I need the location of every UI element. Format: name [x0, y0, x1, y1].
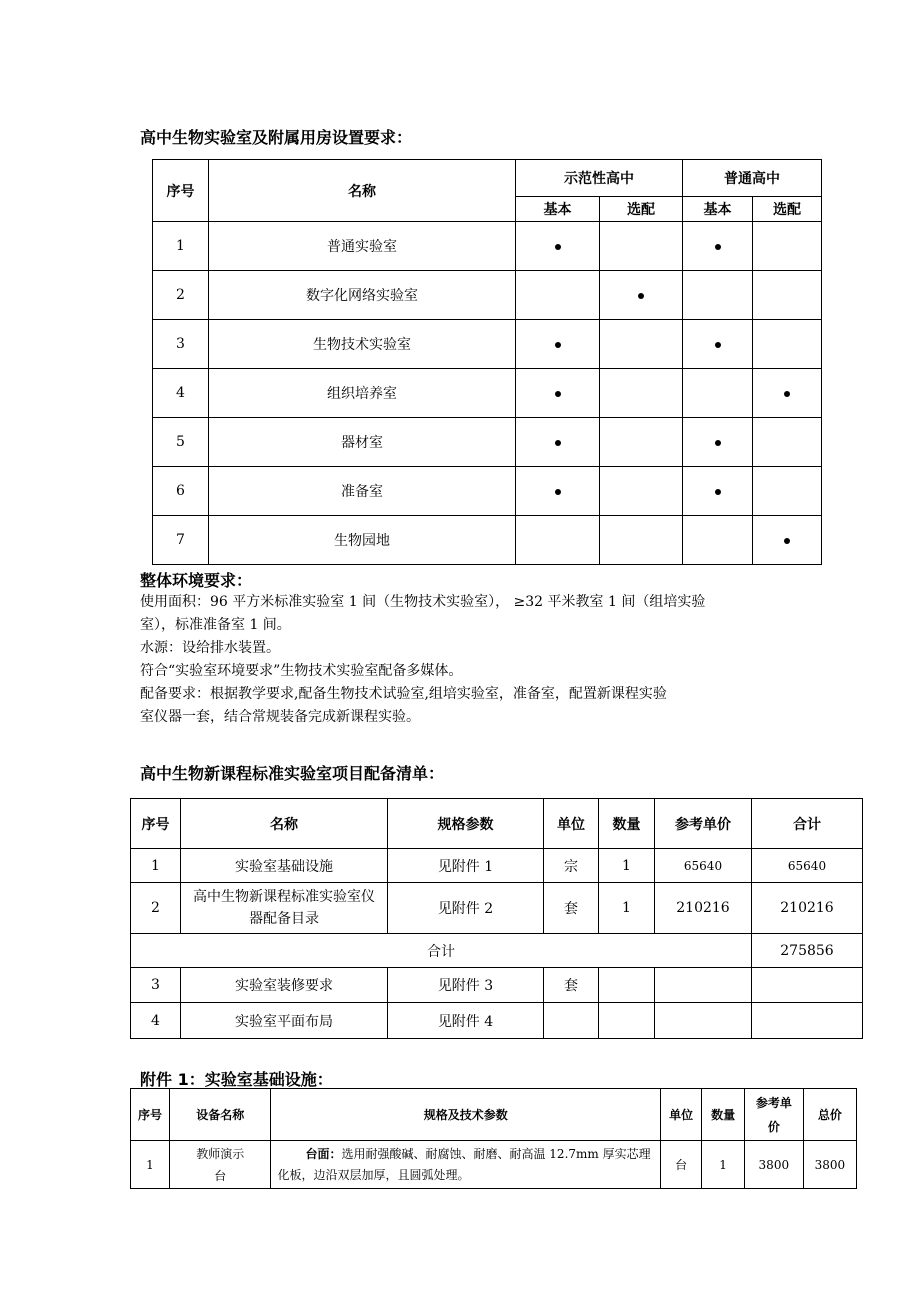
section3-title: 附件 1：实验室基础设施：: [140, 1070, 333, 1089]
bullet-mark-icon: [555, 342, 561, 348]
subtotal-label: 合计: [131, 934, 752, 968]
row-seq: 7: [153, 516, 209, 565]
bullet-mark-icon: [715, 440, 721, 446]
header-optional: 选配: [600, 197, 683, 222]
row-unit: 宗: [544, 849, 599, 883]
mark-cell: [753, 222, 822, 271]
table-row: [153, 222, 822, 271]
table-row: [131, 883, 863, 934]
environment-line: 配备要求：根据教学要求,配备生物技术试验室,组培实验室，准备室，配置新课程实验: [140, 686, 667, 702]
mark-cell: [683, 516, 753, 565]
row-qty: 1: [599, 849, 655, 883]
row-spec: 见附件 2: [388, 883, 544, 934]
row-spec: 见附件 3: [388, 968, 544, 1003]
col-seq: 序号: [131, 1089, 170, 1141]
environment-title: 整体环境要求：: [140, 571, 253, 590]
bullet-mark-icon: [555, 440, 561, 446]
bullet-mark-icon: [784, 538, 790, 544]
row-spec: 见附件 4: [388, 1003, 544, 1039]
equipment-list-table: [130, 798, 863, 1039]
bullet-mark-icon: [555, 489, 561, 495]
row-seq: 2: [153, 271, 209, 320]
section1-title: 高中生物实验室及附属用房设置要求：: [140, 128, 413, 147]
row-price: 65640: [655, 849, 752, 883]
row-seq: 1: [153, 222, 209, 271]
header-seq: 序号: [153, 160, 209, 222]
table-row: [153, 516, 822, 565]
row-spec: 见附件 1: [388, 849, 544, 883]
table-row: [153, 320, 822, 369]
row-total: 65640: [752, 849, 863, 883]
header-optional: 选配: [753, 197, 822, 222]
environment-line: 室仪器一套，结合常规装备完成新课程实验。: [140, 709, 420, 725]
row-total: 3800: [803, 1141, 856, 1189]
row-price: 210216: [655, 883, 752, 934]
row-qty: 1: [599, 883, 655, 934]
header-demo-school: 示范性高中: [516, 160, 683, 197]
row-total: 210216: [752, 883, 863, 934]
bullet-mark-icon: [555, 391, 561, 397]
mark-cell: [516, 369, 600, 418]
table-row: [153, 271, 822, 320]
row-name: 实验室装修要求: [181, 968, 388, 1003]
row-total: [752, 1003, 863, 1039]
subtotal-value: 275856: [752, 934, 863, 968]
col-unit: 单位: [661, 1089, 702, 1141]
mark-cell: [683, 369, 753, 418]
section2-title: 高中生物新课程标准实验室项目配备清单：: [140, 764, 445, 783]
row-device-name: 教师演示台: [169, 1141, 271, 1189]
row-qty: [599, 968, 655, 1003]
row-name: 准备室: [209, 467, 516, 516]
mark-cell: [753, 320, 822, 369]
row-qty: 1: [702, 1141, 744, 1189]
mark-cell: [683, 271, 753, 320]
room-setup-table: [152, 159, 822, 565]
mark-cell: [516, 467, 600, 516]
row-name: 生物技术实验室: [209, 320, 516, 369]
environment-text: [140, 591, 705, 729]
col-seq: 序号: [131, 799, 181, 849]
row-name: 实验室基础设施: [181, 849, 388, 883]
mark-cell: [516, 222, 600, 271]
col-price: 参考单价: [655, 799, 752, 849]
header-basic: 基本: [516, 197, 600, 222]
col-spec: 规格参数: [388, 799, 544, 849]
header-regular-school: 普通高中: [683, 160, 822, 197]
mark-cell: [683, 418, 753, 467]
facilities-table: [130, 1088, 857, 1189]
row-name: 数字化网络实验室: [209, 271, 516, 320]
row-name: 高中生物新课程标准实验室仪器配备目录: [181, 883, 388, 934]
table-row: [131, 968, 863, 1003]
mark-cell: [600, 369, 683, 418]
row-unit: 台: [661, 1141, 702, 1189]
mark-cell: [683, 467, 753, 516]
mark-cell: [753, 369, 822, 418]
row-seq: 2: [131, 883, 181, 934]
environment-line: 使用面积：96 平方米标准实验室 1 间（生物技术实验室）， ≥32 平米教室 1 间（组培实验: [140, 594, 706, 610]
table-row: [131, 1141, 857, 1189]
mark-cell: [753, 467, 822, 516]
environment-line: 水源：设给排水装置。: [140, 640, 280, 656]
mark-cell: [516, 271, 600, 320]
mark-cell: [600, 320, 683, 369]
row-name: 器材室: [209, 418, 516, 467]
mark-cell: [683, 222, 753, 271]
col-total: 合计: [752, 799, 863, 849]
bullet-mark-icon: [638, 293, 644, 299]
table-row: [131, 1003, 863, 1039]
row-name: 组织培养室: [209, 369, 516, 418]
row-unit: 套: [544, 968, 599, 1003]
row-name: 生物园地: [209, 516, 516, 565]
mark-cell: [753, 418, 822, 467]
environment-line: 符合“实验室环境要求”生物技术实验室配备多媒体。: [140, 663, 463, 679]
col-name: 名称: [181, 799, 388, 849]
col-total: 总价: [803, 1089, 856, 1141]
row-seq: 1: [131, 849, 181, 883]
bullet-mark-icon: [555, 244, 561, 250]
environment-line: 室），标准准备室 1 间。: [140, 617, 291, 633]
table-row: [131, 849, 863, 883]
row-price: [655, 1003, 752, 1039]
col-spec: 规格及技术参数: [271, 1089, 661, 1141]
mark-cell: [753, 271, 822, 320]
row-seq: 1: [131, 1141, 170, 1189]
row-seq: 4: [153, 369, 209, 418]
row-seq: 5: [153, 418, 209, 467]
row-spec: [271, 1141, 661, 1189]
bullet-mark-icon: [715, 244, 721, 250]
mark-cell: [516, 320, 600, 369]
table-row: [153, 418, 822, 467]
row-qty: [599, 1003, 655, 1039]
mark-cell: [600, 222, 683, 271]
spec-text: 选用耐强酸碱、耐腐蚀、耐磨、耐高温 12.7mm 厚实芯理化板，边沿双层加厚，且圆弧处理。: [277, 1146, 651, 1182]
bullet-mark-icon: [715, 489, 721, 495]
row-price: [655, 968, 752, 1003]
row-seq: 6: [153, 467, 209, 516]
col-qty: 数量: [702, 1089, 744, 1141]
col-device-name: 设备名称: [169, 1089, 271, 1141]
header-name: 名称: [209, 160, 516, 222]
table-row: [153, 369, 822, 418]
bullet-mark-icon: [715, 342, 721, 348]
row-name: 普通实验室: [209, 222, 516, 271]
mark-cell: [600, 418, 683, 467]
row-unit: 套: [544, 883, 599, 934]
mark-cell: [516, 516, 600, 565]
mark-cell: [753, 516, 822, 565]
mark-cell: [600, 271, 683, 320]
bullet-mark-icon: [784, 391, 790, 397]
row-unit: [544, 1003, 599, 1039]
mark-cell: [516, 418, 600, 467]
row-name: 实验室平面布局: [181, 1003, 388, 1039]
mark-cell: [683, 320, 753, 369]
spec-label: 台面：: [305, 1146, 342, 1161]
mark-cell: [600, 467, 683, 516]
mark-cell: [600, 516, 683, 565]
table-row: [153, 467, 822, 516]
header-basic: 基本: [683, 197, 753, 222]
row-price: 3800: [744, 1141, 803, 1189]
row-seq: 4: [131, 1003, 181, 1039]
row-total: [752, 968, 863, 1003]
subtotal-row: [131, 934, 863, 968]
col-qty: 数量: [599, 799, 655, 849]
col-price: 参考单价: [744, 1089, 803, 1141]
col-unit: 单位: [544, 799, 599, 849]
row-seq: 3: [153, 320, 209, 369]
row-seq: 3: [131, 968, 181, 1003]
